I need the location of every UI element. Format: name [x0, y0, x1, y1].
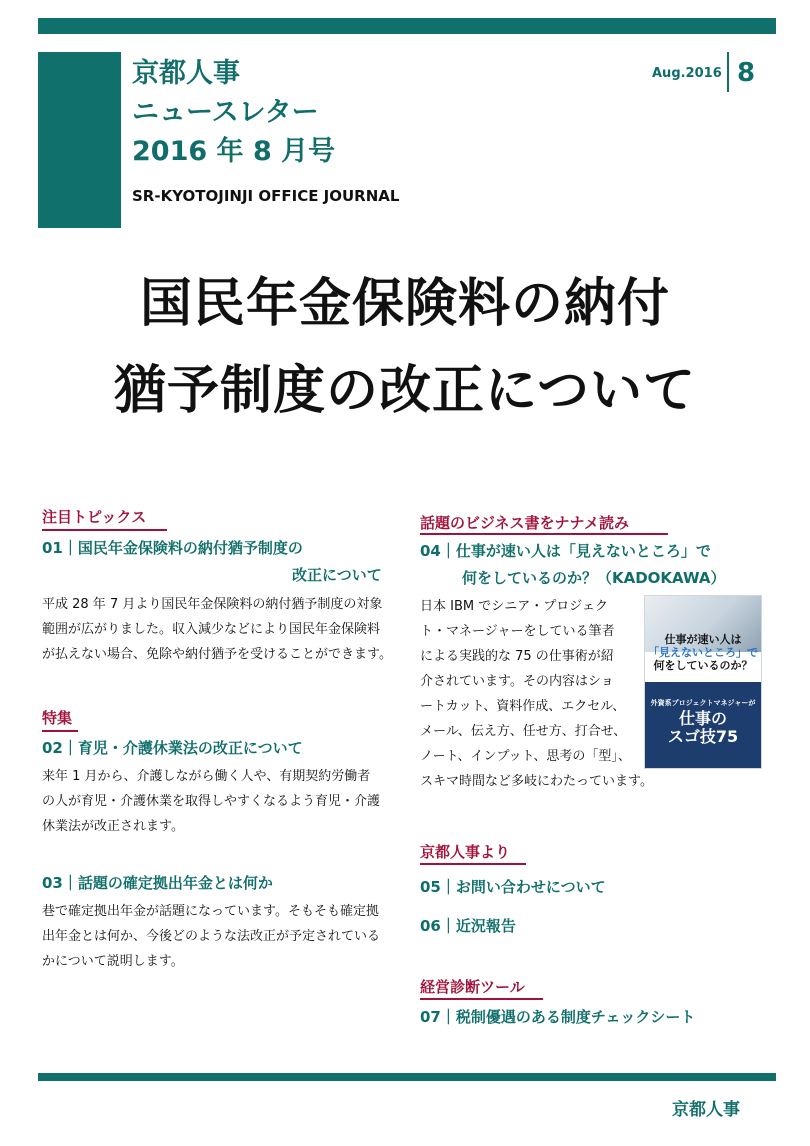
dc-item-03: 03｜話題の確定拠出年金とは何か — [42, 874, 273, 892]
section-heading-office: 京都人事より — [420, 843, 511, 861]
text-line: 介されています。その内容はショ — [420, 674, 614, 689]
headline-line-1: 国民年金保険料の納付 — [139, 274, 670, 334]
book-cover-tagline: 外資系プロジェクトマネジャーが — [650, 699, 756, 707]
book-cover-big-title — [645, 710, 761, 746]
text-line: 出年金とは何か、今後どのような法改正が予定されている — [42, 929, 381, 944]
text-line: が払えない場合、免除や納付猶予を受けることができます。 — [42, 647, 392, 662]
text-line: 来年 1 月から、介護しながら働く人や、有期契約労働者 — [42, 769, 371, 784]
journal-name: SR-KYOTOJINJI OFFICE JOURNAL — [132, 187, 400, 205]
section-underline — [42, 730, 78, 732]
text-line: メール、伝え方、任せ方、打合せ、 — [420, 724, 627, 739]
book-cover-image — [644, 595, 762, 769]
office-item-06: 06｜近況報告 — [420, 917, 516, 935]
date-divider — [727, 52, 729, 92]
section-heading-feature: 特集 — [42, 709, 73, 727]
book-item-04: 04｜仕事が速い人は「見えないところ」で — [420, 542, 711, 560]
text-line: による実践的な 75 の仕事術が紹 — [420, 649, 614, 664]
text-line: ノート、インプット、思考の「型」、 — [420, 749, 631, 764]
text-line: 平成 28 年 7 月より国民年金保険料の納付猶予制度の対象 — [42, 597, 383, 612]
issue-number: 8 — [737, 58, 756, 88]
section-underline — [42, 529, 167, 531]
feature-item-02: 02｜育児・介護休業法の改正について — [42, 739, 303, 757]
text-line: ートカット、資料作成、エクセル、 — [420, 699, 626, 714]
text-line: スキマ時間など多岐にわたっています。 — [420, 774, 653, 789]
section-underline — [420, 863, 526, 865]
text-line: 日本 IBM でシニア・プロジェク — [420, 599, 608, 614]
topic-item-01: 01｜国民年金保険料の納付猶予制度の — [42, 539, 303, 557]
headline-line-2: 猶予制度の改正について — [114, 361, 696, 421]
book-cover-title — [645, 633, 761, 672]
section-heading-topics: 注目トピックス — [42, 508, 147, 526]
bottom-bar — [38, 1073, 776, 1081]
topic-item-01-cont: 改正について — [292, 566, 382, 584]
section-heading-books: 話題のビジネス書をナナメ読み — [420, 514, 629, 532]
section-underline — [420, 998, 543, 1000]
book-cover-title-line: 何をしているのか？ — [653, 659, 753, 672]
tool-item-07: 07｜税制優遇のある制度チェックシート — [420, 1008, 696, 1026]
book-summary — [420, 594, 653, 794]
issue-date: Aug.2016 — [652, 66, 722, 81]
section-underline — [420, 533, 668, 535]
masthead-subtitle: ニュースレター — [132, 97, 319, 128]
masthead-block — [38, 52, 121, 228]
text-line: ト・マネージャーをしている筆者 — [420, 624, 615, 639]
section-heading-tool: 経営診断ツール — [420, 978, 525, 996]
book-cover-big-line: 仕事の — [678, 709, 727, 728]
footer-brand: 京都人事 — [672, 1100, 740, 1120]
text-line: かについて説明します。 — [42, 954, 184, 969]
dc-summary — [42, 899, 380, 974]
text-line: の人が育児・介護休業を取得しやすくなるよう育児・介護 — [42, 794, 381, 809]
feature-summary — [42, 764, 380, 839]
topic-summary — [42, 592, 392, 667]
text-line: 休業法が改正されます。 — [42, 819, 184, 834]
office-item-05: 05｜お問い合わせについて — [420, 878, 606, 896]
masthead-issue-label: 2016 年 8 月号 — [132, 136, 336, 167]
masthead-title: 京都人事 — [132, 58, 240, 89]
top-bar — [38, 18, 776, 34]
book-cover-title-line: 「見えないところ」で — [648, 646, 758, 659]
book-item-04-cont: 何をしているのか？（KADOKAWA） — [462, 569, 726, 587]
text-line: 巷で確定拠出年金が話題になっています。そもそも確定拠 — [42, 904, 379, 919]
text-line: 範囲が広がりました。収入減少などにより国民年金保険料 — [42, 622, 381, 637]
book-cover-title-line: 仕事が速い人は — [664, 633, 742, 646]
book-cover-big-line: スゴ技75 — [667, 727, 739, 746]
